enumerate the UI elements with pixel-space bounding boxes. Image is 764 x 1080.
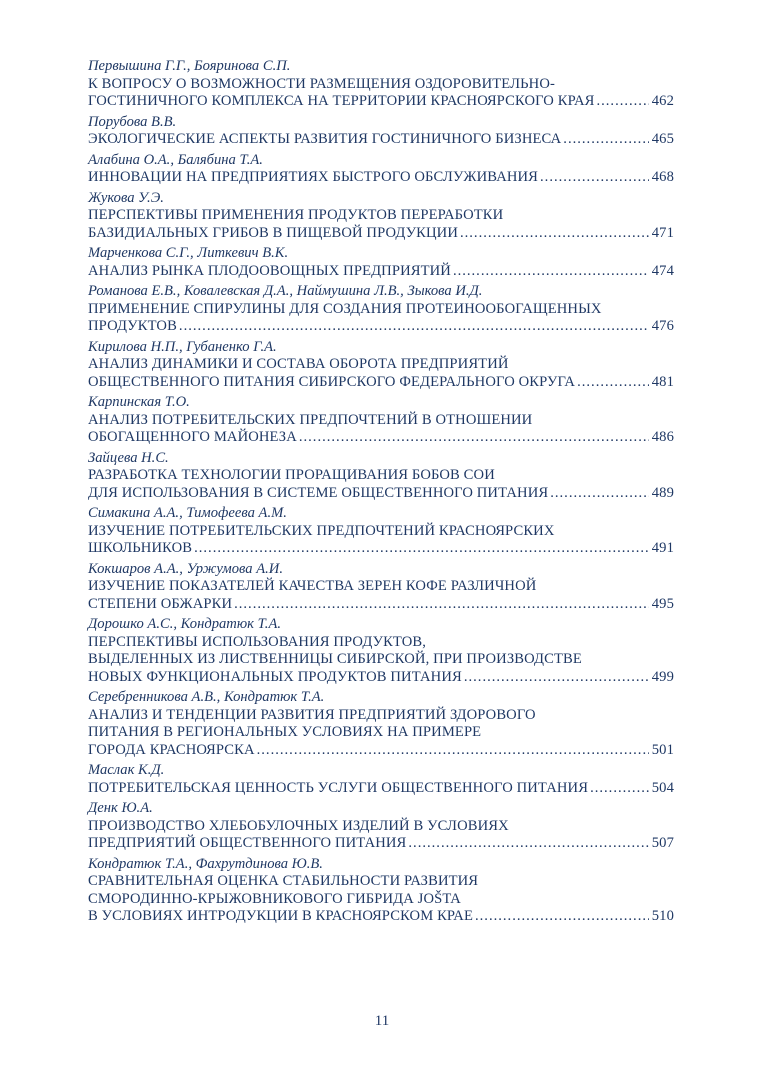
entry-title-line xyxy=(88,780,674,798)
dot-leader xyxy=(453,263,649,281)
entry-authors: Кондратюк Т.А., Фахрутдинова Ю.В. xyxy=(88,855,323,872)
dot-leader xyxy=(464,669,649,687)
entry-title-line: ПЕРСПЕКТИВЫ ИСПОЛЬЗОВАНИЯ ПРОДУКТОВ, xyxy=(88,633,427,650)
toc-entry[interactable] xyxy=(88,190,674,243)
entry-authors: Маслак К.Д. xyxy=(88,762,165,778)
entry-title-text: ГОСТИНИЧНОГО КОМПЛЕКСА НА ТЕРРИТОРИИ КРАСНОЯРСКОГО КРАЯ xyxy=(88,93,595,109)
entry-title-text: ОБОГАЩЕННОГО МАЙОНЕЗА xyxy=(88,429,297,445)
entry-title-line: К ВОПРОСУ О ВОЗМОЖНОСТИ РАЗМЕЩЕНИЯ ОЗДОРОВИТЕЛЬНО- xyxy=(88,75,555,92)
toc-entry[interactable] xyxy=(88,283,674,336)
entry-title-line: ПЕРСПЕКТИВЫ ПРИМЕНЕНИЯ ПРОДУКТОВ ПЕРЕРАБОТКИ xyxy=(88,207,504,223)
dot-leader xyxy=(408,835,648,853)
toc-entry[interactable] xyxy=(88,152,674,187)
entry-title-line xyxy=(88,742,674,760)
entry-page-number: 465 xyxy=(651,131,674,147)
entry-title-line: ПРИМЕНЕНИЕ СПИРУЛИНЫ ДЛЯ СОЗДАНИЯ ПРОТЕИНООБОГАЩЕННЫХ xyxy=(88,300,602,317)
dot-leader xyxy=(590,780,649,798)
entry-title-text: ИННОВАЦИИ НА ПРЕДПРИЯТИЯХ БЫСТРОГО ОБСЛУЖИВАНИЯ xyxy=(88,169,539,185)
entry-page-number: 491 xyxy=(651,540,674,556)
entry-title-text: ДЛЯ ИСПОЛЬЗОВАНИЯ В СИСТЕМЕ ОБЩЕСТВЕННОГО ПИТАНИЯ xyxy=(88,484,549,501)
entry-page-number: 481 xyxy=(651,373,674,390)
entry-title-line: СМОРОДИННО-КРЫЖОВНИКОВОГО ГИБРИДА JOŠTA xyxy=(88,890,461,907)
dot-leader xyxy=(475,908,649,926)
toc-entry[interactable] xyxy=(88,561,674,614)
toc-entry[interactable] xyxy=(88,800,674,853)
dot-leader xyxy=(577,374,649,392)
entry-authors: Порубова В.В. xyxy=(88,113,177,130)
entry-title-text: ЭКОЛОГИЧЕСКИЕ АСПЕКТЫ РАЗВИТИЯ ГОСТИНИЧНОГО БИЗНЕСА xyxy=(88,131,562,147)
toc-entry[interactable] xyxy=(88,394,674,447)
entry-authors: Кирилова Н.П., Губаненко Г.А. xyxy=(88,338,277,355)
entry-title-line: ПРОИЗВОДСТВО ХЛЕБОБУЛОЧНЫХ ИЗДЕЛИЙ В УСЛОВИЯХ xyxy=(88,817,509,834)
entry-authors: Первышина Г.Г., Бояринова С.П. xyxy=(88,58,291,74)
entry-title-line xyxy=(88,429,674,447)
entry-page-number: 495 xyxy=(651,595,674,612)
toc-entry[interactable] xyxy=(88,450,674,503)
entry-title-line: ВЫДЕЛЕННЫХ ИЗ ЛИСТВЕННИЦЫ СИБИРСКОЙ, ПРИ ПРОИЗВОДСТВЕ xyxy=(88,651,582,667)
toc-entry[interactable] xyxy=(88,616,674,686)
entry-page-number: 486 xyxy=(651,429,674,445)
entry-title-line: АНАЛИЗ И ТЕНДЕНЦИИ РАЗВИТИЯ ПРЕДПРИЯТИЙ ЗДОРОВОГО xyxy=(88,706,536,723)
entry-title-line xyxy=(88,835,674,853)
entry-title-line: РАЗРАБОТКА ТЕХНОЛОГИИ ПРОРАЩИВАНИЯ БОБОВ СОИ xyxy=(88,467,495,483)
toc-entry[interactable] xyxy=(88,58,674,111)
entry-authors: Зайцева Н.С. xyxy=(88,449,169,466)
entry-title-text: АНАЛИЗ РЫНКА ПЛОДООВОЩНЫХ ПРЕДПРИЯТИЙ xyxy=(88,262,451,279)
dot-leader xyxy=(299,429,649,447)
dot-leader xyxy=(257,742,649,760)
entry-title-line xyxy=(88,669,674,687)
entry-title-line xyxy=(88,318,674,336)
entry-title-text: ПРОДУКТОВ xyxy=(88,318,177,334)
entry-page-number: 510 xyxy=(651,908,674,924)
entry-title-text: В УСЛОВИЯХ ИНТРОДУКЦИИ В КРАСНОЯРСКОМ КРАЕ xyxy=(88,908,473,924)
dot-leader xyxy=(194,540,649,558)
entry-page-number: 471 xyxy=(651,224,674,241)
entry-title-line: АНАЛИЗ ДИНАМИКИ И СОСТАВА ОБОРОТА ПРЕДПРИЯТИЙ xyxy=(88,356,509,372)
dot-leader xyxy=(550,485,649,503)
toc-entry[interactable] xyxy=(88,689,674,759)
entry-authors: Кокшаров А.А., Уржумова А.И. xyxy=(88,560,283,577)
toc-entry[interactable] xyxy=(88,762,674,797)
entry-title-text: НОВЫХ ФУНКЦИОНАЛЬНЫХ ПРОДУКТОВ ПИТАНИЯ xyxy=(88,668,462,685)
entry-title-line: АНАЛИЗ ПОТРЕБИТЕЛЬСКИХ ПРЕДПОЧТЕНИЙ В ОТНОШЕНИИ xyxy=(88,411,533,428)
entry-title-text: СТЕПЕНИ ОБЖАРКИ xyxy=(88,595,233,612)
entry-title-line xyxy=(88,263,674,281)
entry-authors: Карпинская Т.О. xyxy=(88,394,190,410)
entry-title-line xyxy=(88,374,674,392)
entry-page-number: 462 xyxy=(651,93,674,109)
dot-leader xyxy=(179,318,649,336)
entry-title-text: ШКОЛЬНИКОВ xyxy=(88,540,193,556)
entry-page-number: 489 xyxy=(651,484,674,501)
entry-authors: Симакина А.А., Тимофеева А.М. xyxy=(88,505,287,521)
entry-title-line: ИЗУЧЕНИЕ ПОКАЗАТЕЛЕЙ КАЧЕСТВА ЗЕРЕН КОФЕ РАЗЛИЧНОЙ xyxy=(88,578,537,594)
entry-title-text: ОБЩЕСТВЕННОГО ПИТАНИЯ СИБИРСКОГО ФЕДЕРАЛЬНОГО ОКРУГА xyxy=(88,373,576,390)
entry-title-line xyxy=(88,540,674,558)
entry-title-line: ИЗУЧЕНИЕ ПОТРЕБИТЕЛЬСКИХ ПРЕДПОЧТЕНИЙ КРАСНОЯРСКИХ xyxy=(88,522,555,539)
toc-entry[interactable] xyxy=(88,339,674,392)
toc-entry[interactable] xyxy=(88,245,674,280)
entry-authors: Алабина О.А., Балябина Т.А. xyxy=(88,151,263,168)
entry-authors: Жукова У.Э. xyxy=(88,189,164,206)
entry-title-line xyxy=(88,485,674,503)
entry-title-line xyxy=(88,131,674,149)
entry-page-number: 504 xyxy=(651,779,674,796)
entry-authors: Романова Е.В., Ковалевская Д.А., Наймушина Л.В., Зыкова И.Д. xyxy=(88,283,483,299)
entry-title-line xyxy=(88,169,674,187)
entry-page-number: 501 xyxy=(651,741,674,758)
dot-leader xyxy=(460,225,649,243)
dot-leader xyxy=(563,131,648,149)
entry-title-text: ГОРОДА КРАСНОЯРСКА xyxy=(88,741,255,758)
toc-entry[interactable] xyxy=(88,114,674,149)
entry-title-line: СРАВНИТЕЛЬНАЯ ОЦЕНКА СТАБИЛЬНОСТИ РАЗВИТИЯ xyxy=(88,873,479,889)
entry-title-text: ПОТРЕБИТЕЛЬСКАЯ ЦЕННОСТЬ УСЛУГИ ОБЩЕСТВЕННОГО ПИТАНИЯ xyxy=(88,779,589,796)
entry-authors: Дорошко А.С., Кондратюк Т.А. xyxy=(88,616,282,632)
entry-page-number: 499 xyxy=(651,668,674,685)
entry-title-text: БАЗИДИАЛЬНЫХ ГРИБОВ В ПИЩЕВОЙ ПРОДУКЦИИ xyxy=(88,224,458,241)
dot-leader xyxy=(540,169,649,187)
page-number: 11 xyxy=(374,1013,390,1029)
entry-authors: Марченкова С.Г., Литкевич В.К. xyxy=(88,245,289,261)
entry-page-number: 507 xyxy=(651,835,674,851)
toc-entry[interactable] xyxy=(88,856,674,926)
entry-title-line xyxy=(88,225,674,243)
dot-leader xyxy=(234,596,649,614)
toc-entry[interactable] xyxy=(88,505,674,558)
entry-page-number: 476 xyxy=(651,318,674,334)
entry-title-line xyxy=(88,908,674,926)
entry-page-number: 474 xyxy=(651,262,674,279)
entry-page-number: 468 xyxy=(651,169,674,185)
table-of-contents xyxy=(88,58,674,929)
entry-authors: Серебренникова А.В., Кондратюк Т.А. xyxy=(88,689,325,705)
entry-title-line xyxy=(88,596,674,614)
dot-leader xyxy=(596,93,648,111)
entry-authors: Денк Ю.А. xyxy=(88,800,153,816)
entry-title-text: ПРЕДПРИЯТИЙ ОБЩЕСТВЕННОГО ПИТАНИЯ xyxy=(88,835,407,851)
entry-title-line: ПИТАНИЯ В РЕГИОНАЛЬНЫХ УСЛОВИЯХ НА ПРИМЕРЕ xyxy=(88,724,482,740)
entry-title-line xyxy=(88,93,674,111)
